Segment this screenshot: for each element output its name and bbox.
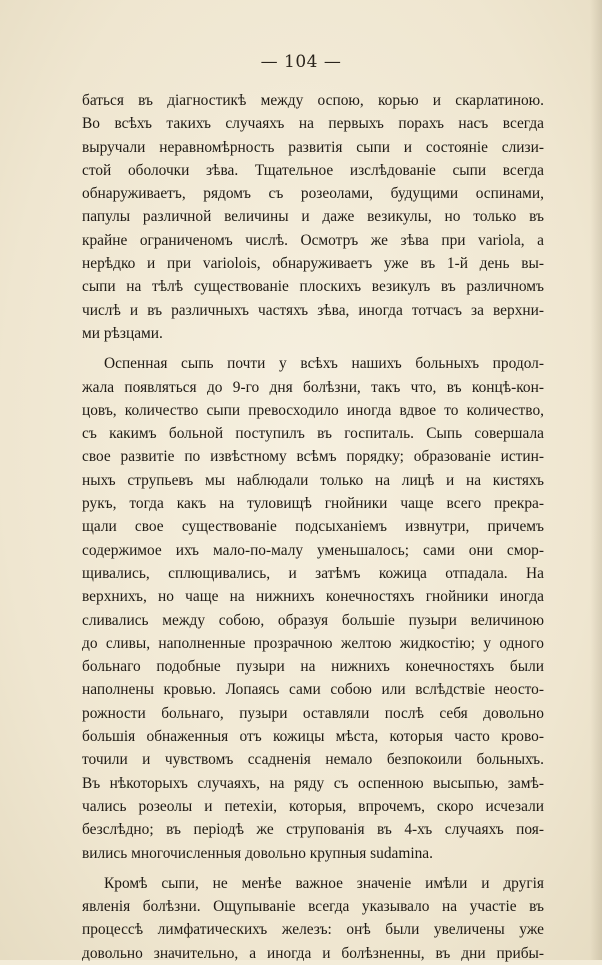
text-line: крайне ограниченомъ числѣ. Осмотръ же зѣва при variola, а — [82, 231, 544, 249]
text-line: ми рѣзцами. — [82, 324, 163, 342]
text-line: верхнихъ, но чаще на нижнихъ конечностяхъ гнойники иногда — [82, 588, 544, 606]
text-line: безслѣдно; въ періодѣ же струпованія въ 4-хъ случаяхъ поя- — [82, 821, 544, 839]
text-line: вились многочисленныя довольно крупныя sudamina. — [82, 844, 433, 862]
text-line: нерѣдко и при varioloіs, обнаруживаетъ уже въ 1-й день вы- — [82, 255, 544, 273]
text-line: жала появляться до 9-го дня болѣзни, такъ что, въ концѣ-кон- — [82, 378, 544, 396]
text-line: Кромѣ сыпи, не менѣе важное значеніе имѣли и другія — [104, 874, 544, 892]
body-text — [82, 89, 544, 965]
text-line: сливались между собою, образуя большіе пузыри величиною — [82, 611, 544, 629]
text-line: Въ нѣкоторыхъ случаяхъ, на ряду съ оспенною высыпью, замѣ- — [82, 774, 544, 792]
text-line: сыпи на тѣлѣ существованіе плоскихъ везикулъ въ различномъ — [82, 278, 544, 296]
text-line: цовъ, количество сыпи превосходило иногда вдвое то количество, — [82, 401, 544, 419]
paragraph-1 — [82, 89, 544, 345]
text-line: наполнены кровью. Лопаясь сами собою или вслѣдствіе неосто- — [82, 681, 544, 699]
text-line: съ какимъ больной поступилъ въ госпиталь. Сыпь совершала — [82, 425, 544, 443]
text-line: явленія болѣзни. Ощупываніе всегда указывало на участіе въ — [82, 898, 544, 916]
text-line: процессѣ лимфатическихъ железъ: онѣ были увеличены уже — [82, 921, 544, 939]
text-line: содержимое ихъ мало-по-малу уменьшалось; сами они смор- — [82, 541, 544, 559]
text-line: щивались, сплющивались, и затѣмъ кожица отпадала. На — [82, 564, 544, 582]
text-line: рожности больнаго, пузыри оставляли послѣ себя довольно — [82, 704, 544, 722]
text-line: Во всѣхъ такихъ случаяхъ на первыхъ порахъ насъ всегда — [82, 115, 544, 133]
text-line: точили и чувствомъ ссадненія немало безпокоили больныхъ. — [82, 751, 544, 769]
text-line: чались розеолы и петехіи, которыя, впрочемъ, скоро исчезали — [82, 797, 544, 815]
paragraph-gap — [82, 865, 544, 872]
text-line: свое развитіе по извѣстному всѣмъ порядку; образованіе истин- — [82, 448, 544, 466]
text-line: стой оболочки зѣва. Тщательное изслѣдованіе сыпи всегда — [82, 161, 544, 179]
paragraph-2 — [82, 352, 544, 865]
text-line: довольно значительно, а иногда и болѣзненны, въ дни прибы- — [82, 944, 544, 962]
text-line: щали свое существованіе подсыханіемъ извнутри, причемъ — [82, 518, 544, 536]
text-line: до сливы, наполненные прозрачною желтою жидкостію; у одного — [82, 634, 544, 652]
paragraph-gap — [82, 345, 544, 352]
text-line: числѣ и въ различныхъ частяхъ зѣва, иногда тотчасъ за верхни- — [82, 301, 544, 319]
page-edge-shadow — [590, 0, 602, 960]
text-line: папулы различной величины и даже везикулы, но только въ — [82, 208, 544, 226]
text-line: обнаруживаетъ, рядомъ съ розеолами, будущими оспинами, — [82, 185, 544, 203]
text-line: больнаго подобные пузыри на нижнихъ конечностяхъ были — [82, 658, 544, 676]
text-line: Оспенная сыпь почти у всѣхъ нашихъ больныхъ продол- — [104, 355, 544, 373]
page-number: — 104 — — [260, 52, 342, 72]
text-line: рукъ, тогда какъ на туловищѣ гнойники чаще всего прекра- — [82, 495, 544, 513]
text-line: выручали неравномѣрность развитія сыпи и состояніе слизи- — [82, 138, 544, 156]
text-line: большія обнаженныя отъ кожицы мѣста, которыя часто крово- — [82, 728, 544, 746]
text-line: баться въ діагностикѣ между оспою, корью и скарлатиною. — [82, 92, 544, 109]
paragraph-3 — [82, 872, 544, 965]
text-line: ныхъ струпьевъ мы наблюдали только на лицѣ и на кистяхъ — [82, 471, 544, 489]
